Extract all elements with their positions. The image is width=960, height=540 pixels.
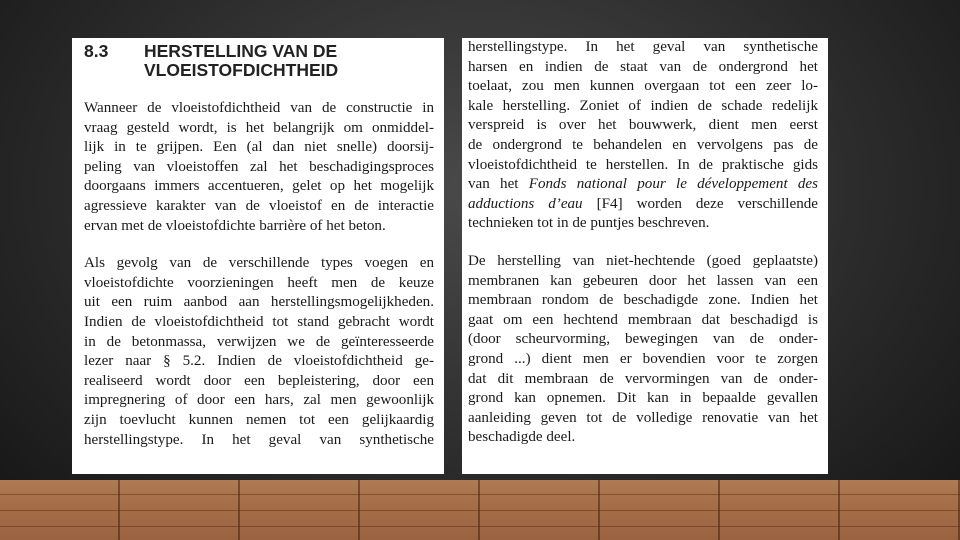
text-line: aanleiding geven tot de volledige renovatie van het (468, 409, 818, 426)
right-page-scan (462, 38, 828, 474)
text-line: membraan rondom de beschadigde zone. Indien het (468, 292, 818, 309)
text-line: Wanneer de vloeistofdichtheid van de constructie in (84, 100, 434, 116)
text-line: agressieve karakter van de vloeistof en de interactie (84, 197, 434, 214)
text-line: peling van vloeistoffen zal het beschadigingsproces (84, 158, 434, 175)
text-line: toelaat, zou men kunnen overgaan tot een zeer lo- (468, 78, 818, 95)
text-line: grond kan opnemen. Dit kan in bepaalde gevallen (468, 390, 818, 407)
text-line: grond ...) dient men er bovendien voor te zorgen (468, 350, 818, 367)
text-line: lezer naar § 5.2. Indien de vloeistofdichtheid ge- (84, 353, 434, 370)
text-line: beschadigde deel. (468, 429, 576, 446)
text-line: uit een ruim aanbod aan herstellingsmogelijkheden. (84, 294, 434, 311)
right-paragraph-2 (468, 252, 818, 448)
text-line: kale herstelling. Zoniet of indien de schade redelijk (468, 97, 818, 114)
left-page-scan (72, 38, 444, 474)
text-line: vraag gesteld wordt, is het belangrijk om onmiddel- (84, 119, 434, 136)
floor-plank-line (0, 510, 960, 511)
italic-title-segment: adductions d’eau (468, 195, 583, 212)
section-title-line: VLOEISTOFDICHTHEID (144, 60, 339, 80)
text-line: Als gevolg van de verschillende types voegen en (84, 255, 434, 272)
section-title (144, 42, 434, 80)
text-segment: [F4] worden deze verschillende (582, 195, 818, 212)
text-line: Indien de vloeistofdichtheid tot stand gebracht wordt (84, 313, 434, 330)
text-segment: van het (468, 176, 529, 193)
text-line: ervan met de vloeistofdichte barrière of het beton. (84, 217, 386, 234)
text-line: realiseerd wordt door een bepleistering, door een (84, 372, 434, 389)
text-line: (door scheurvorming, bewegingen van de onder- (468, 331, 818, 348)
text-line: vloeistofdichte voorzieningen heeft men de keuze (84, 274, 434, 291)
text-line: doorgaans immers accentueren, gelet op het mogelijk (84, 178, 434, 195)
text-line: impregnering of door een hars, zal men gewoonlijk (84, 392, 434, 409)
text-line: lijk in te grijpen. Een (al dan niet snelle) doorsij- (84, 139, 434, 156)
text-line: De herstelling van niet-hechtende (goed geplaatste) (468, 252, 818, 269)
floor-plank-line (0, 494, 960, 495)
section-number: 8.3 (84, 41, 109, 61)
text-line: harsen en indien de staat van de ondergrond het (468, 58, 818, 75)
italic-title-segment: Fonds national pour le développement des (528, 176, 819, 193)
floor-plank-line (0, 526, 960, 527)
text-line (468, 175, 818, 195)
left-paragraph-2 (84, 254, 434, 450)
text-line: verspreid is over het bouwwerk, dient men eerst (468, 117, 818, 134)
text-line: herstellingstype. In het geval van synthetische (468, 39, 818, 55)
text-line: herstellingstype. In het geval van synthetische (84, 431, 434, 448)
section-title-line: HERSTELLING VAN DE (144, 41, 338, 61)
wooden-floor-background (0, 480, 960, 540)
text-line: dat dit membraan de vervormingen van de onder- (468, 370, 818, 387)
text-line: vloeistofdichtheid te herstellen. In de praktische gids (468, 156, 818, 173)
text-line: de ondergrond te behandelen en vervolgens pas de (468, 136, 818, 153)
right-paragraph-1 (468, 38, 818, 234)
text-line: in de betonmassa, verwijzen we de geïnteresseerde (84, 333, 434, 350)
text-line: membranen kan gebeuren door het lassen van een (468, 272, 818, 289)
left-paragraph-1 (84, 99, 434, 236)
section-heading (84, 42, 434, 80)
text-line: zijn toevlucht kunnen nemen tot een gelijkaardig (84, 411, 434, 428)
text-line: technieken tot in de puntjes beschreven. (468, 215, 710, 232)
text-line: gaat om een hechtend membraan dat beschadigd is (468, 311, 818, 328)
text-line (468, 195, 818, 215)
